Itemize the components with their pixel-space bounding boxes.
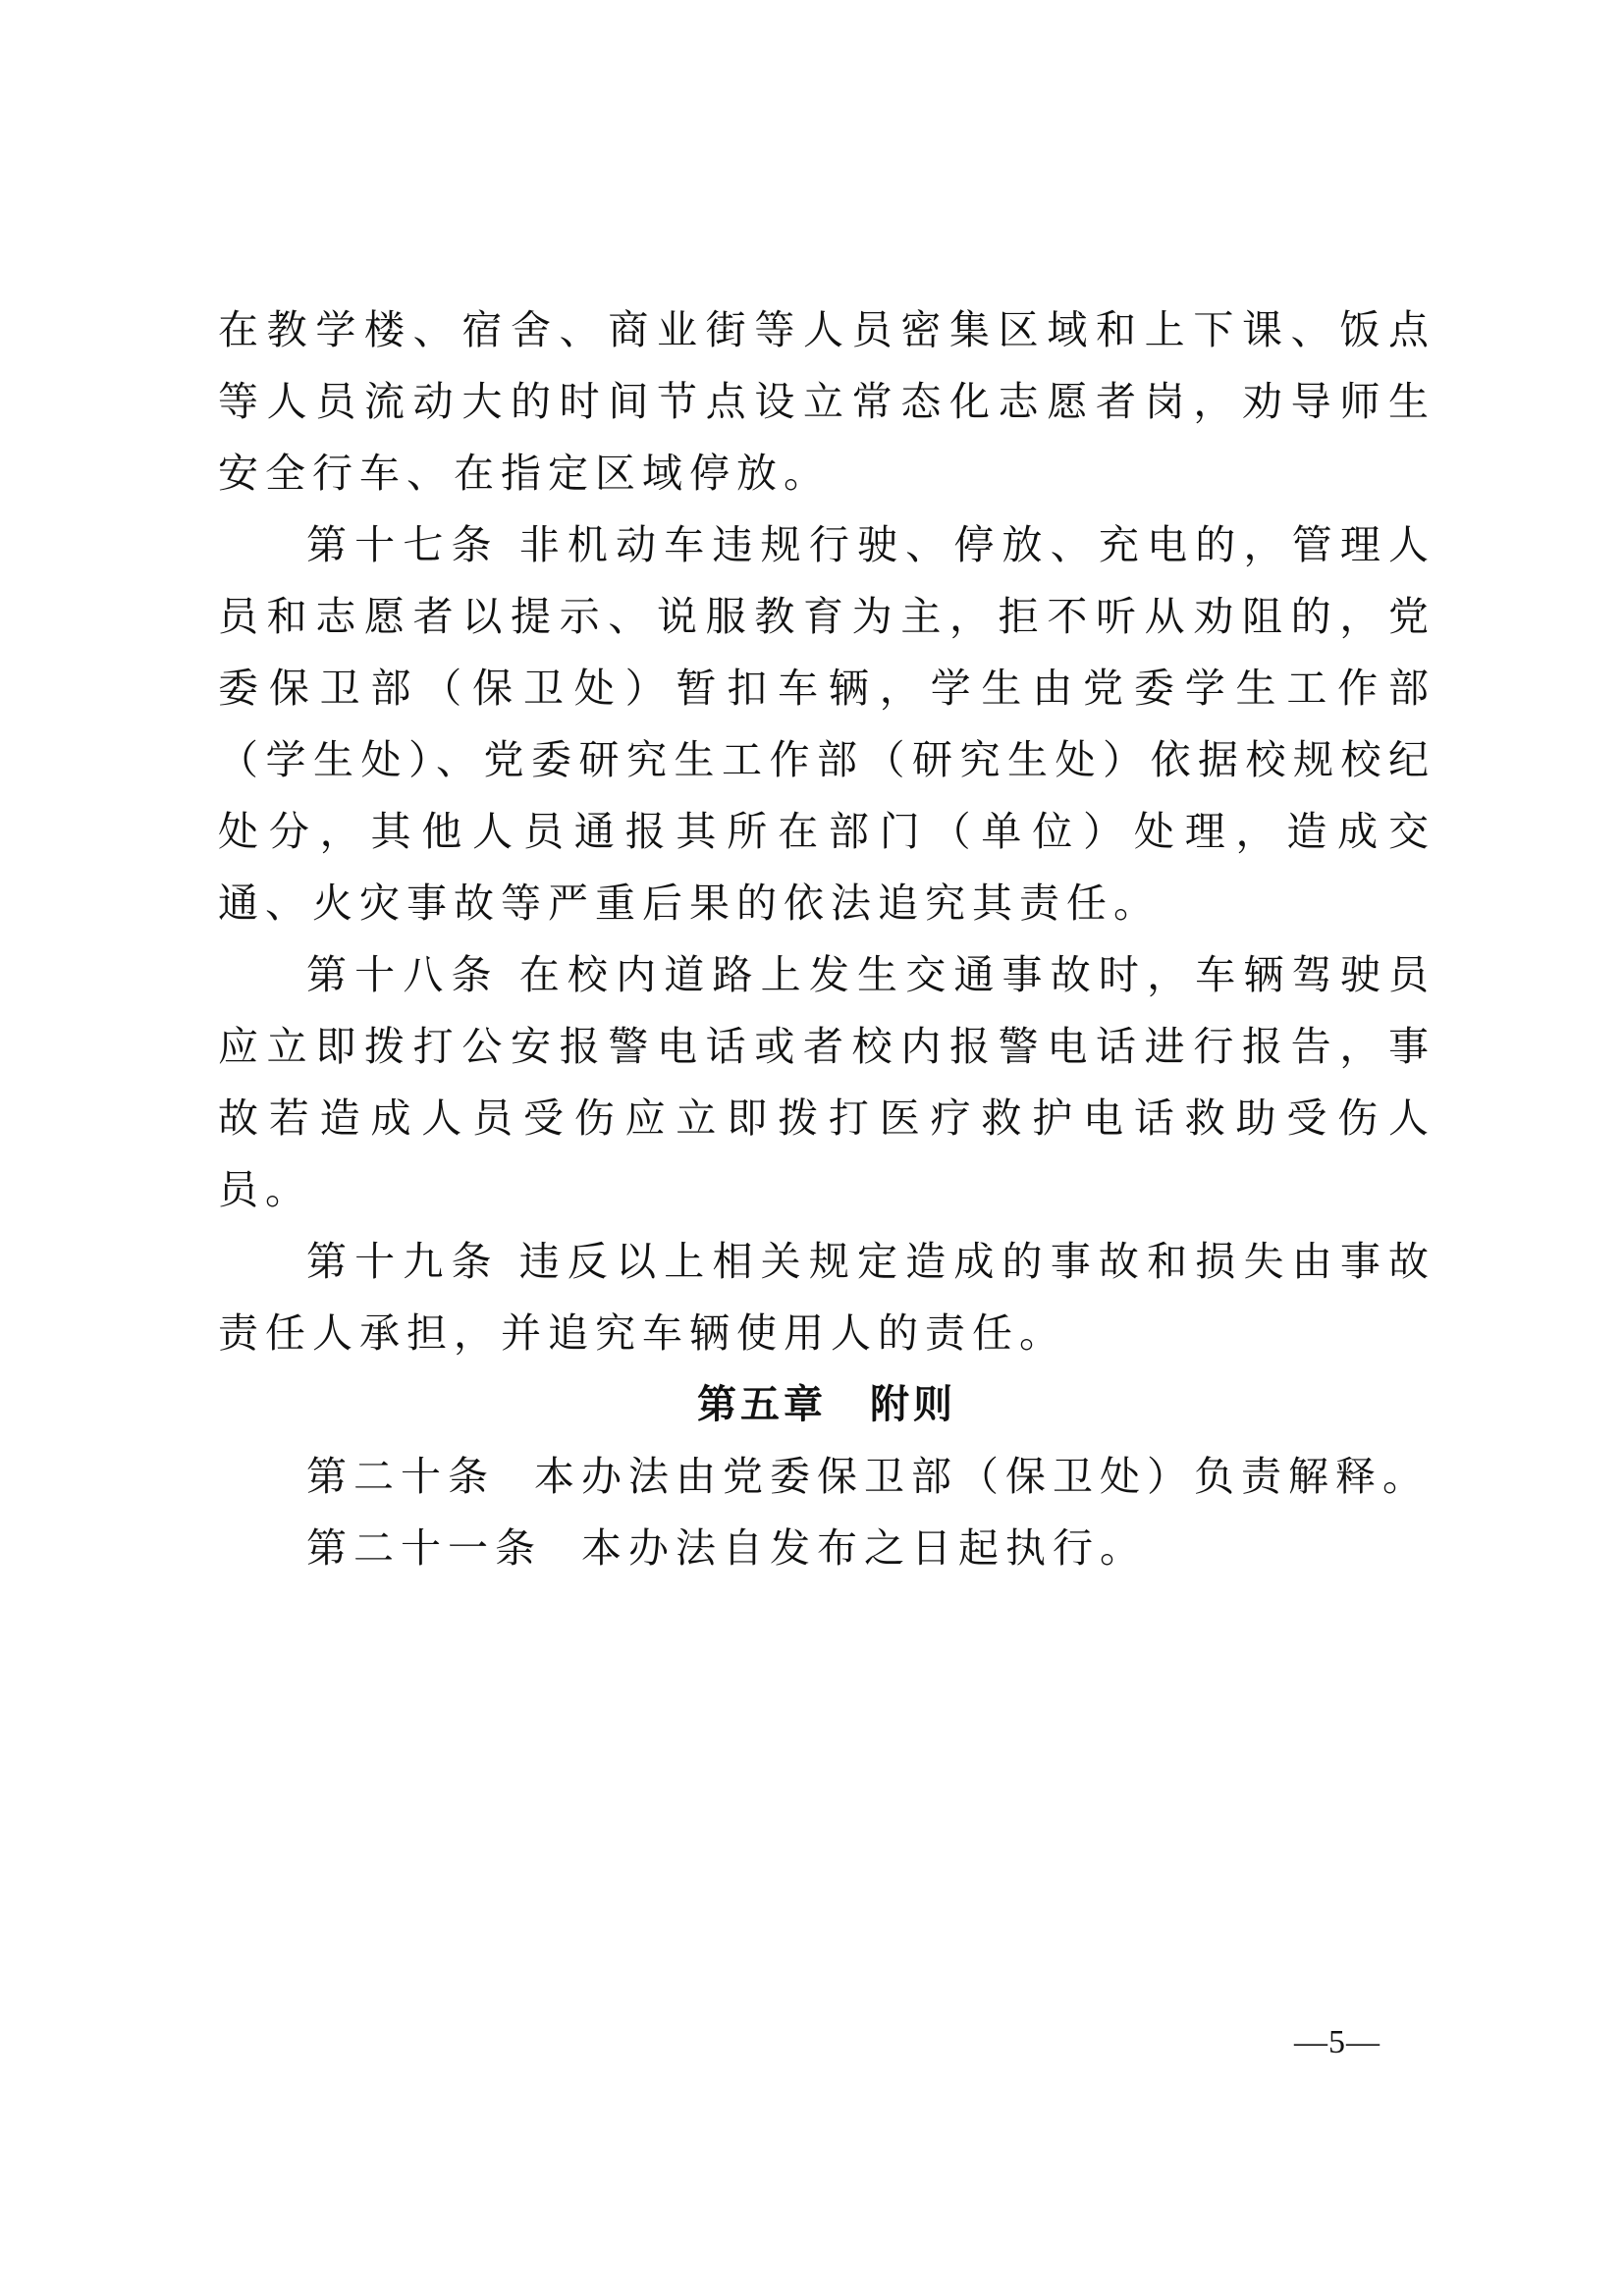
article-19	[218, 1226, 1435, 1369]
chapter-title: 附则	[870, 1382, 956, 1427]
article-21	[218, 1513, 1435, 1584]
page-number: —5—	[1294, 2024, 1380, 2060]
article-text: 在校内道路上发生交通事故时，车辆驾驶员应立即拨打公安报警电话或者校内报警电话进行报告，事故若造成人员受伤应立即拨打医疗救护电话救助受伤人员。	[218, 951, 1436, 1213]
article-20	[218, 1441, 1435, 1513]
article-17	[218, 509, 1435, 939]
article-number: 第十八条	[306, 951, 500, 998]
document-body	[218, 294, 1435, 1584]
chapter-heading	[218, 1369, 1435, 1441]
article-number: 第十九条	[306, 1238, 500, 1285]
article-number: 第二十条	[306, 1453, 495, 1500]
article-text: 违反以上相关规定造成的事故和损失由事故责任人承担，并追究车辆使用人的责任。	[218, 1238, 1436, 1357]
article-number: 第二十一条	[306, 1524, 542, 1572]
article-text: 本办法由党委保卫部（保卫处）负责解释。	[534, 1453, 1430, 1500]
article-18	[218, 939, 1435, 1226]
article-number: 第十七条	[306, 521, 500, 568]
paragraph-text: 在教学楼、宿舍、商业街等人员密集区域和上下课、饭点等人员流动大的时间节点设立常态化志愿者岗，劝导师生安全行车、在指定区域停放。	[218, 306, 1435, 497]
article-text: 非机动车违规行驶、停放、充电的，管理人员和志愿者以提示、说服教育为主，拒不听从劝阻的，党委保卫部（保卫处）暂扣车辆，学生由党委学生工作部（学生处）、党委研究生工作部（研究生处）依据校规校纪处分，其他人员通报其所在部门（单位）处理，造成交通、火灾事故等严重后果的依法追究其责任。	[218, 521, 1436, 927]
chapter-number: 第五章	[697, 1382, 827, 1427]
paragraph-continuation	[218, 294, 1435, 509]
article-text: 本办法自发布之日起执行。	[581, 1524, 1147, 1572]
